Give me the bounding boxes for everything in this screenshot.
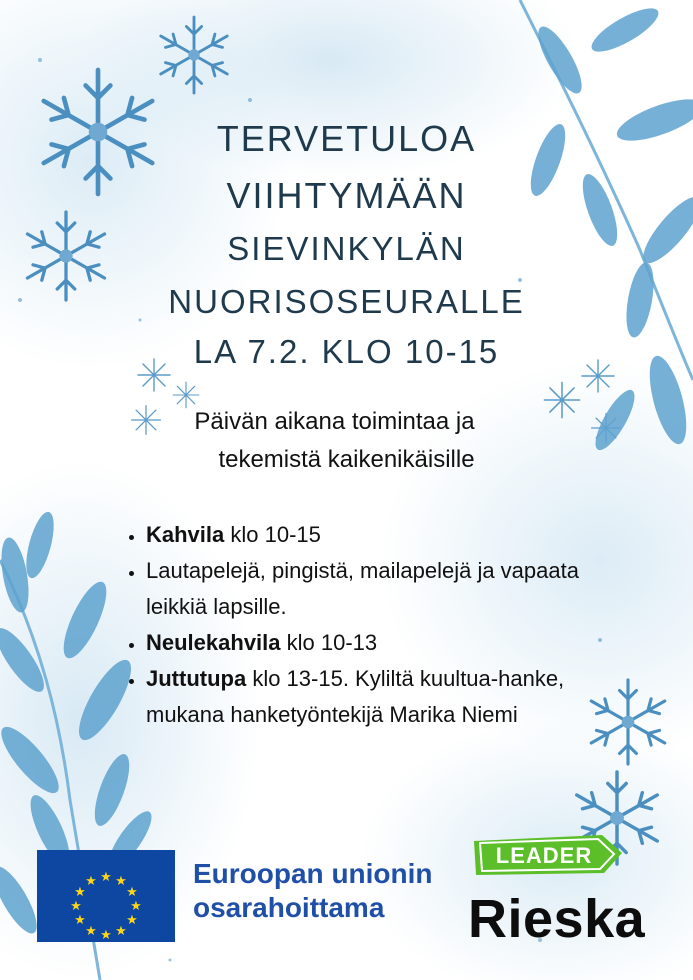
svg-text:★: ★ [100, 870, 112, 885]
svg-text:★: ★ [85, 874, 97, 889]
eu-funding-text [193, 857, 433, 925]
title-line-4: NUORISOSEURALLE [168, 283, 525, 320]
event-detail: klo 10-13 [280, 630, 378, 655]
eu-funding-line-2: osarahoittama [193, 892, 385, 923]
event-detail: Lautapelejä, pingistä, mailapelejä ja vapaata leikkiä lapsille. [146, 558, 579, 619]
intro-line-2: tekemistä kaikenikäisille [218, 446, 475, 473]
event-item-games [146, 553, 606, 625]
event-detail: klo 13-15. Kyliltä kuultua-hanke, mukana hanketyöntekijä Marika Niemi [146, 666, 565, 727]
intro-line-1: Päivän aikana toimintaa ja [194, 408, 475, 435]
event-date: LA 7.2. KLO 10-15 [193, 333, 500, 370]
event-list [118, 517, 606, 733]
event-name: Neulekahvila [146, 630, 281, 655]
svg-text:★: ★ [130, 899, 142, 914]
svg-text:★: ★ [115, 924, 127, 939]
event-item-juttutupa [146, 661, 606, 733]
rieska-logo-text: Rieska [468, 889, 646, 949]
event-item-neulekahvila [146, 625, 606, 661]
leader-logo [470, 833, 628, 877]
svg-text:★: ★ [126, 885, 138, 900]
event-name: Kahvila [146, 522, 225, 547]
svg-text:★: ★ [70, 899, 82, 914]
title-line-3: SIEVINKYLÄN [227, 230, 466, 267]
svg-text:★: ★ [126, 913, 138, 928]
svg-text:★: ★ [115, 874, 127, 889]
svg-text:★: ★ [100, 928, 112, 942]
event-name: Juttutupa [146, 666, 247, 691]
event-detail: klo 10-15 [224, 522, 321, 547]
svg-text:★: ★ [74, 913, 86, 928]
svg-text:★: ★ [85, 924, 97, 939]
title-line-1: TERVETULOA [216, 118, 477, 159]
eu-flag-logo [37, 850, 175, 942]
svg-text:★: ★ [74, 885, 86, 900]
leader-badge-text: LEADER [495, 843, 593, 868]
event-item-kahvila [146, 517, 606, 553]
title-line-2: VIIHTYMÄÄN [226, 175, 467, 216]
eu-stars-icon [37, 850, 175, 942]
eu-funding-line-1: Euroopan unionin [193, 858, 433, 889]
